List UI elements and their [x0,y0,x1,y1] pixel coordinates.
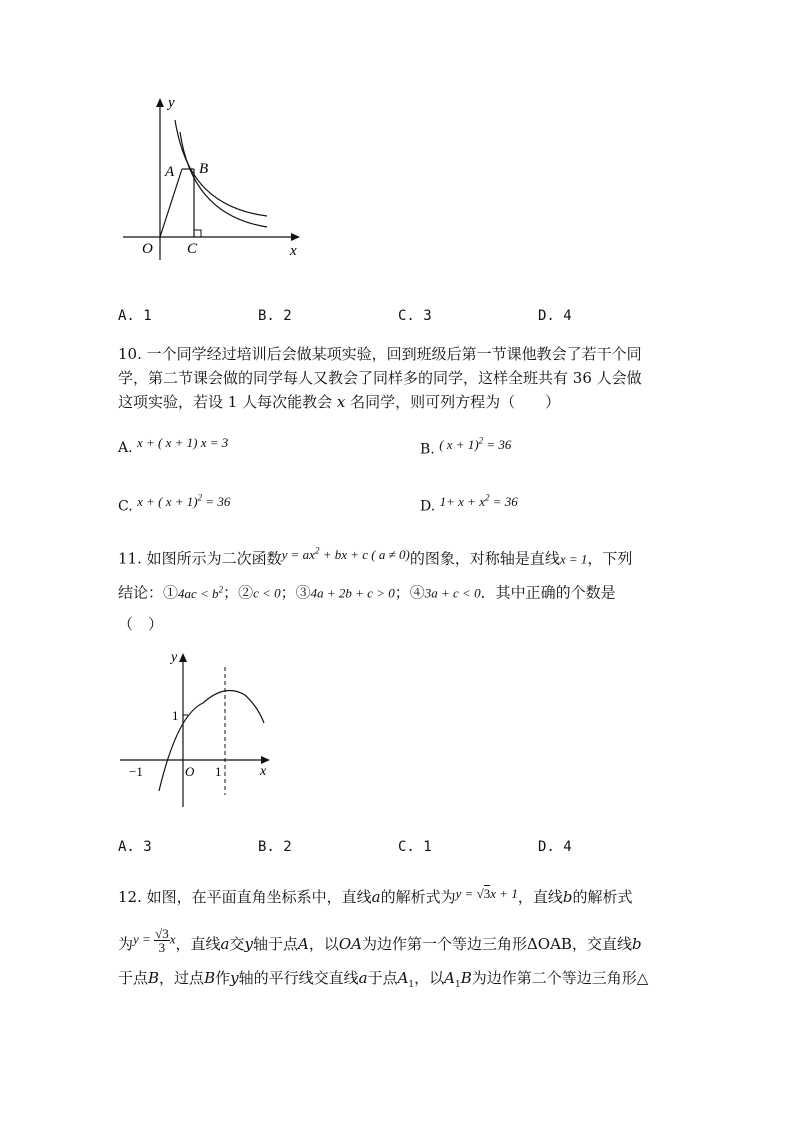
q12-pt-a1-sub: 1 [408,979,415,990]
q12-line-2 [118,925,678,960]
y-axis-arrow [179,653,187,662]
hyperbola-outer [175,120,267,216]
q11-func-exp: 2 [314,546,320,556]
origin-label: O [142,241,153,257]
q12-var-y: y [244,935,253,953]
q10-line-3 [118,390,678,414]
q11-func-a: y = ax [281,547,315,563]
q11-func-b: + bx + c ( a ≠ 0) [319,547,410,563]
parabola-curve [159,691,264,792]
q11-line-1c: ，下列 [587,549,633,568]
q12-line-2c: 交 [229,935,245,953]
q10-var-x: x [336,393,346,411]
x-axis-label: x [260,764,267,779]
q10-option-d-base: 1+ x + x [439,494,485,510]
q11-sep2: ；③ [280,583,311,602]
q12-sqrt3: 3 [483,886,491,901]
q10-line-3a: 这项实验，若设 1 人每次能教会 [118,393,337,411]
q10-option-c-label: C. [118,498,133,515]
q11-option-d[interactable]: D. 4 [538,839,572,855]
sqrt-icon: √ [476,886,484,901]
tick-label-y-1: 1 [172,708,179,723]
q11-option-b[interactable]: B. 2 [258,839,292,855]
q12-pt-a: A [297,935,309,953]
q11-c4: 3a + c < 0 [424,585,481,601]
q12-pt-a1-base: A [397,968,409,987]
q12-eq-a-lhs: y = [455,886,477,901]
q12-line-3b: ，过点 [159,968,205,987]
q12-seg-a1b-sub: 1 [455,979,461,990]
q11-line-3: （ ） [118,614,164,633]
q12-line-3f: ，以 [414,968,445,987]
tick-label-x-1: 1 [215,764,222,779]
q10-option-b[interactable] [420,436,512,458]
q12-seg-a1b [444,968,472,990]
point-a-label: A [165,164,175,180]
q12-line-3a: 于点 [118,968,149,987]
q12-line-1 [118,885,678,910]
point-c-label: C [187,241,198,257]
q12-line-1b: 的解析式为 [380,888,456,906]
question-11 [118,540,678,639]
q12-seg-a1b-a: A [444,968,456,987]
q12-line-3g: 为边作第二个等边三角形△ [471,968,649,987]
q10-option-c-expr [137,494,230,509]
q12-var-a3: a [358,968,368,987]
q10-option-b-base: ( x + 1) [439,437,479,453]
q10-option-d-exp: 2 [484,493,490,503]
q10-line-3b: 名同学，则可列方程为（ ） [345,393,561,411]
q11-line-1 [118,540,678,574]
q10-option-d-expr [440,494,518,509]
q12-line-1a: 12. 如图，在平面直角坐标系中，直线 [118,888,372,906]
x-axis-label: x [290,243,297,259]
q10-option-c-rest: = 36 [202,494,231,510]
q10-option-c-base: x + ( x + 1) [137,494,198,510]
hyperbola-inner [180,132,267,227]
q12-line-2d: 轴于点 [252,935,298,953]
q11-c1 [178,586,223,601]
q12-seg-oa: OA [338,935,362,953]
figure-hyperbola [115,90,315,265]
y-axis-label: y [171,650,178,665]
y-axis-arrow [156,98,164,107]
q10-line-1: 10. 一个同学经过培训后会做某项实验，回到班级后第一节课他教会了若干个同 [118,345,642,363]
question-10 [118,342,678,414]
q11-c2: c < 0 [253,585,281,601]
q12-line-3 [118,966,678,997]
q12-frac-den: 3 [158,939,166,955]
q12-eq-a-rhs: x + 1 [490,886,518,901]
q11-function [282,547,410,562]
right-angle-mark [194,230,201,237]
x-axis-arrow [261,756,270,764]
q10-option-a-label: A. [118,440,133,456]
q10-option-a[interactable] [118,435,229,456]
q11-sep3: ；④ [394,583,425,602]
q10-option-c-exp: 2 [197,493,203,503]
q12-pt-b2: B [204,968,216,987]
q11-sep1: ；② [223,583,254,602]
x-axis-arrow [291,233,300,241]
q12-fraction [154,927,170,954]
q12-eq-b-x: x [169,931,176,946]
question-12 [118,885,678,997]
q10-option-b-exp: 2 [478,436,484,446]
q12-line-3c: 作 [215,968,231,987]
q12-var-b2: b [631,935,642,953]
q12-line-3d: 轴的平行线交直线 [238,968,359,987]
q10-option-a-expr: x + ( x + 1) x = 3 [137,435,229,450]
q12-var-a2: a [220,935,230,953]
figure-parabola [115,645,285,810]
q9-option-b[interactable]: B. 2 [258,308,292,324]
q9-option-d[interactable]: D. 4 [538,308,572,324]
q12-line-2f: 为边作第一个等边三角形ΔOAB，交直线 [361,935,632,953]
q12-frac-num: √3 [155,925,169,941]
q10-option-d-label: D. [420,498,436,515]
y-axis-label: y [168,95,175,111]
q11-c1-base: 4ac < b [178,585,219,601]
q10-option-c[interactable] [118,493,231,515]
origin-label: O [185,764,195,779]
q12-line-2e: ，以 [308,935,339,953]
q11-option-a[interactable]: A. 3 [118,839,152,855]
q10-option-d[interactable] [420,493,518,515]
q10-option-d-rest: = 36 [489,494,518,510]
q12-line-2b: ，直线 [175,935,221,953]
q12-pt-b: B [148,968,160,987]
q12-eq-b-lhs: y = [133,931,155,946]
q12-seg-a1b-b: B [460,968,472,987]
q12-pt-a1 [397,968,415,990]
q12-eq-a [456,886,518,901]
q11-axis-eq: x = 1 [559,551,588,567]
q9-option-c[interactable]: C. 3 [398,308,432,324]
q11-line-2a: 结论：① [118,583,179,602]
q10-option-b-label: B. [420,441,435,458]
tick-label-x-neg1: −1 [129,764,143,779]
q12-line-2a: 为 [118,935,134,953]
q11-line-2 [118,574,678,608]
q12-var-y2: y [230,968,239,987]
q12-line-3e: 于点 [367,968,398,987]
q10-option-b-expr [439,437,511,452]
q12-line-1d: 的解析式 [572,888,633,906]
point-b-label: B [199,161,209,177]
q11-line-2b: ．其中正确的个数是 [480,583,616,602]
q12-var-a: a [371,888,381,906]
q11-line-1a: 11. 如图所示为二次函数 [118,549,282,568]
q10-line-2: 学，第二节课会做的同学每人又教会了同样多的同学，这样全班共有 36 人会做 [118,369,642,387]
q11-c1-exp: 2 [218,584,224,595]
q9-option-a[interactable]: A. 1 [118,308,152,324]
q12-var-b: b [562,888,573,906]
q10-option-b-rest: = 36 [483,437,512,453]
q11-option-c[interactable]: C. 1 [398,839,432,855]
q11-line-1b: 的图象，对称轴是直线 [409,549,560,568]
q11-c3: 4a + 2b + c > 0 [310,585,395,601]
q12-line-1c: ，直线 [517,888,563,906]
q12-eq-b [133,927,175,954]
